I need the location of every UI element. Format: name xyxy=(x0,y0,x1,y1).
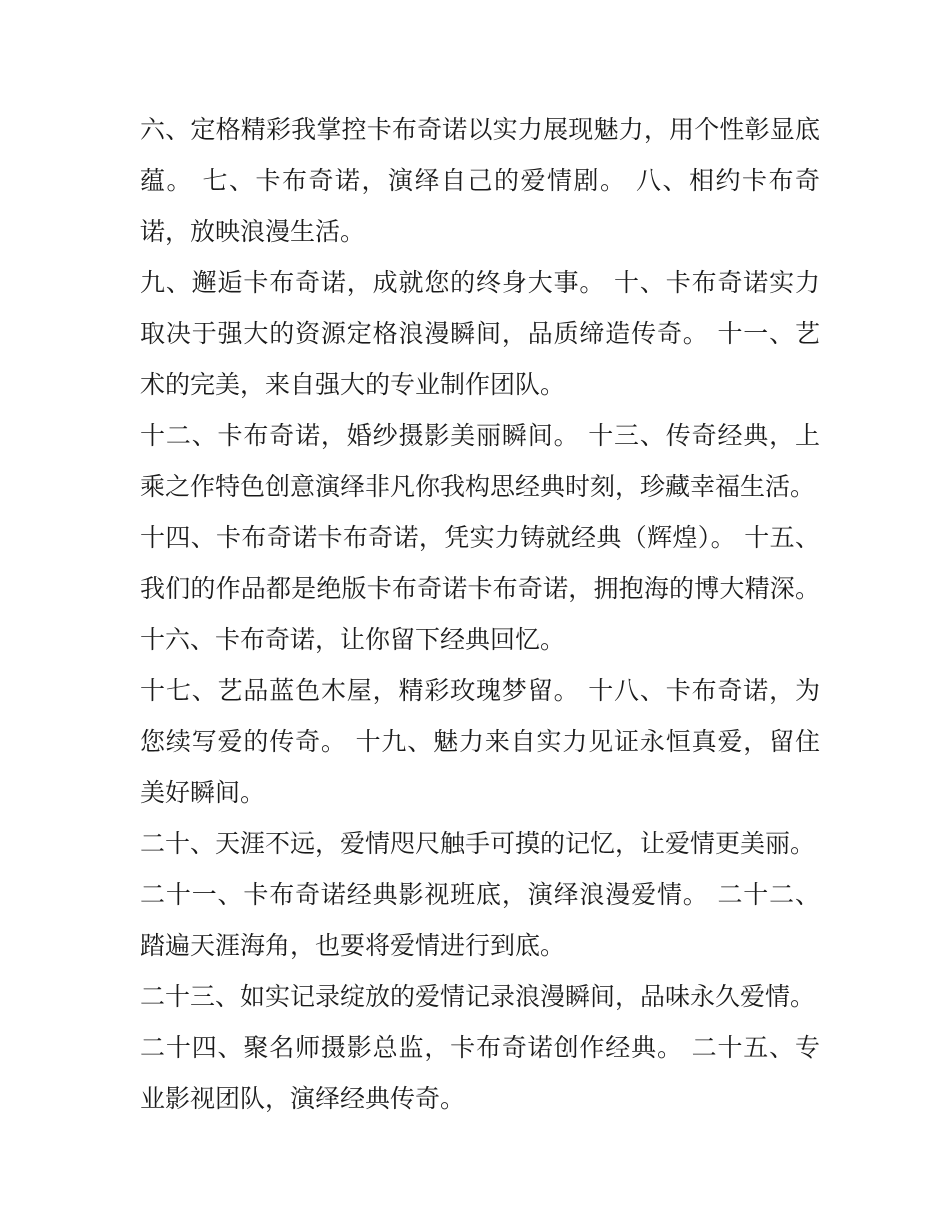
document-body xyxy=(140,104,820,1124)
paragraph: 二十一、卡布奇诺经典影视班底，演绎浪漫爱情。 二十二、踏遍天涯海角，也要将爱情进行到底。 xyxy=(140,880,820,960)
paragraph: 十七、艺品蓝色木屋，精彩玫瑰梦留。 十八、卡布奇诺，为您续写爱的传奇。 十九、魅力来自实力见证永恒真爱，留住美好瞬间。 xyxy=(140,676,820,807)
paragraph: 十二、卡布奇诺，婚纱摄影美丽瞬间。 十三、传奇经典，上乘之作特色创意演绎非凡你我构思经典时刻，珍藏幸福生活。 xyxy=(140,421,820,501)
paragraph: 二十、天涯不远，爱情咫尺触手可摸的记忆，让爱情更美丽。 xyxy=(140,829,816,858)
paragraph: 二十四、聚名师摄影总监，卡布奇诺创作经典。 二十五、专业影视团队，演绎经典传奇。 xyxy=(140,1033,820,1113)
paragraph: 十四、卡布奇诺卡布奇诺，凭实力铸就经典（辉煌）。 十五、我们的作品都是绝版卡布奇诺卡布奇诺，拥抱海的博大精深。 十六、卡布奇诺，让你留下经典回忆。 xyxy=(140,523,820,654)
paragraph: 九、邂逅卡布奇诺，成就您的终身大事。 十、卡布奇诺实力取决于强大的资源定格浪漫瞬间，品质缔造传奇。 十一、艺术的完美，来自强大的专业制作团队。 xyxy=(140,268,820,399)
paragraph: 二十三、如实记录绽放的爱情记录浪漫瞬间，品味永久爱情。 xyxy=(140,982,816,1011)
paragraph: 六、定格精彩我掌控卡布奇诺以实力展现魅力，用个性彰显底蕴。 七、卡布奇诺，演绎自己的爱情剧。 八、相约卡布奇诺，放映浪漫生活。 xyxy=(140,115,820,246)
